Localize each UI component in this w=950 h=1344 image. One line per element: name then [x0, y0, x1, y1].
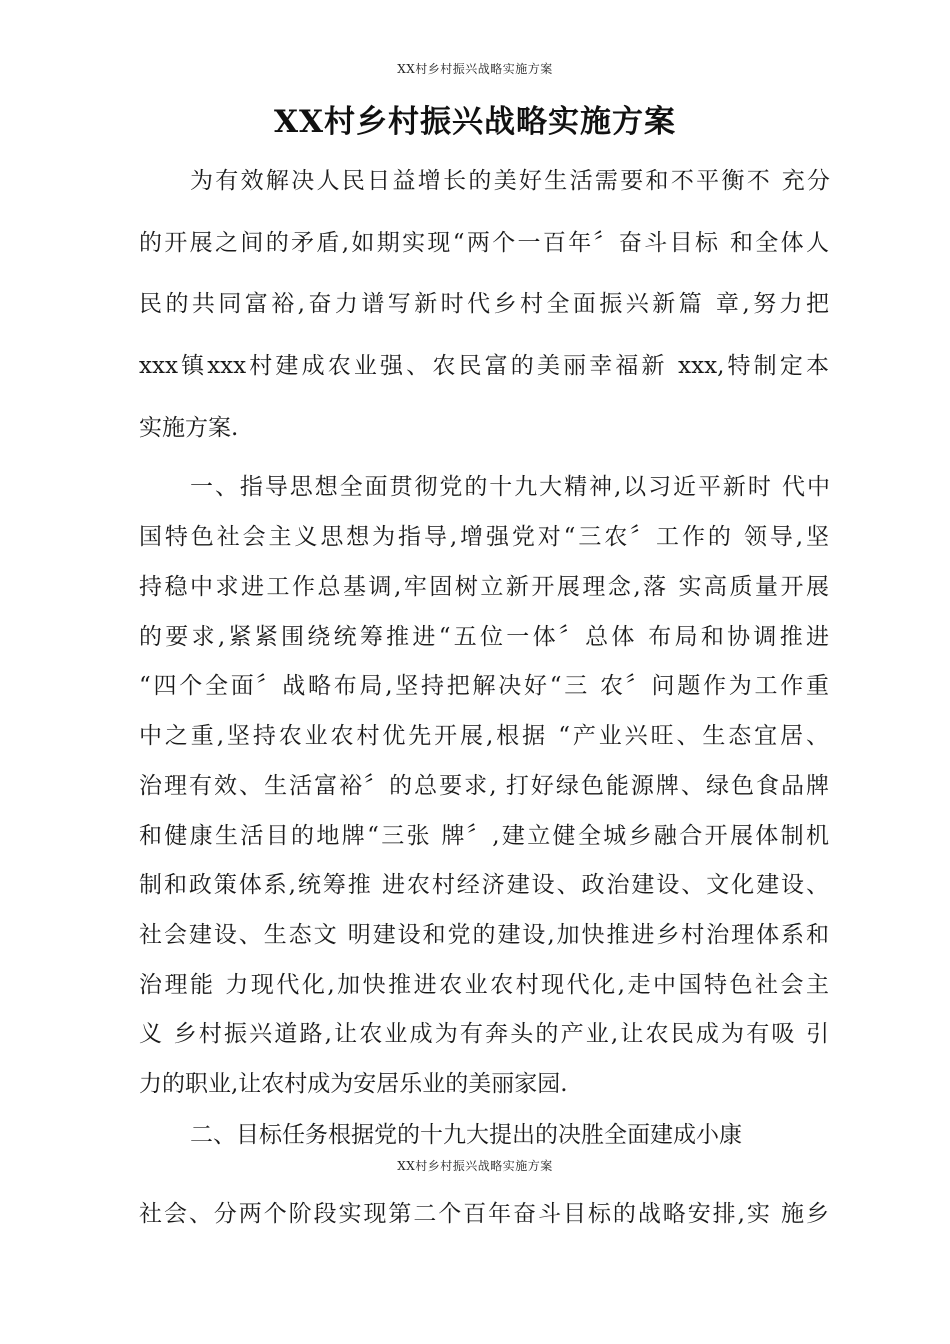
paragraph-line: 治理有效、生活富裕〞的总要求, 打好绿色能源牌、绿色食品牌 — [139, 773, 829, 799]
paragraph-line: 一、指导思想全面贯彻党的十九大精神,以习近平新时 代中 — [190, 474, 830, 500]
paragraph-line: 民的共同富裕,奋力谱写新时代乡村全面振兴新篇 章,努力把 — [139, 291, 829, 317]
paragraph-line: 为有效解决人民日益增长的美好生活需要和不平衡不 充分 — [190, 168, 830, 194]
paragraph-line: 和健康生活目的地牌“三张 牌〞,建立健全城乡融合开展体制机 — [139, 823, 829, 849]
paragraph-line: xxx镇xxx村建成农业强、农民富的美丽幸福新 xxx,特制定本 — [139, 353, 829, 379]
paragraph-line: “四个全面〞战略布局,坚持把解决好“三 农〞问题作为工作重 — [139, 673, 829, 699]
paragraph-line: 力的职业,让农村成为安居乐业的美丽家园. — [139, 1071, 568, 1097]
paragraph-line: 社会、分两个阶段实现第二个百年奋斗目标的战略安排,实 施乡 — [139, 1201, 829, 1227]
paragraph-line: 二、目标任务根据党的十九大提出的决胜全面建成小康 — [190, 1122, 742, 1148]
paragraph-line: 社会建设、生态文 明建设和党的建设,加快推进乡村治理体系和 — [139, 922, 829, 948]
paragraph-line: 的要求,紧紧围绕统筹推进“五位一体〞总体 布局和协调推进 — [139, 624, 829, 650]
paragraph-line: 的开展之间的矛盾,如期实现“两个一百年〞奋斗目标 和全体人 — [139, 230, 829, 256]
running-header: XX村乡村振兴战略实施方案 — [397, 1159, 553, 1173]
paragraph-line: 义 乡村振兴道路,让农业成为有奔头的产业,让农民成为有吸 引 — [139, 1021, 829, 1047]
paragraph-line: 国特色社会主义思想为指导,增强党对“三农〞工作的 领导,坚 — [139, 524, 829, 550]
document-title: XX村乡村振兴战略实施方案 — [273, 104, 677, 140]
paragraph-line: 治理能 力现代化,加快推进农业农村现代化,走中国特色社会主 — [139, 972, 829, 998]
paragraph-line: 持稳中求进工作总基调,牢固树立新开展理念,落 实高质量开展 — [139, 574, 829, 600]
paragraph-line: 制和政策体系,统筹推 进农村经济建设、政治建设、文化建设、 — [139, 872, 829, 898]
running-header: XX村乡村振兴战略实施方案 — [397, 62, 553, 76]
paragraph-line: 实施方案. — [139, 415, 239, 441]
paragraph-line: 中之重,坚持农业农村优先开展,根据 “产业兴旺、生态宜居、 — [139, 723, 829, 749]
